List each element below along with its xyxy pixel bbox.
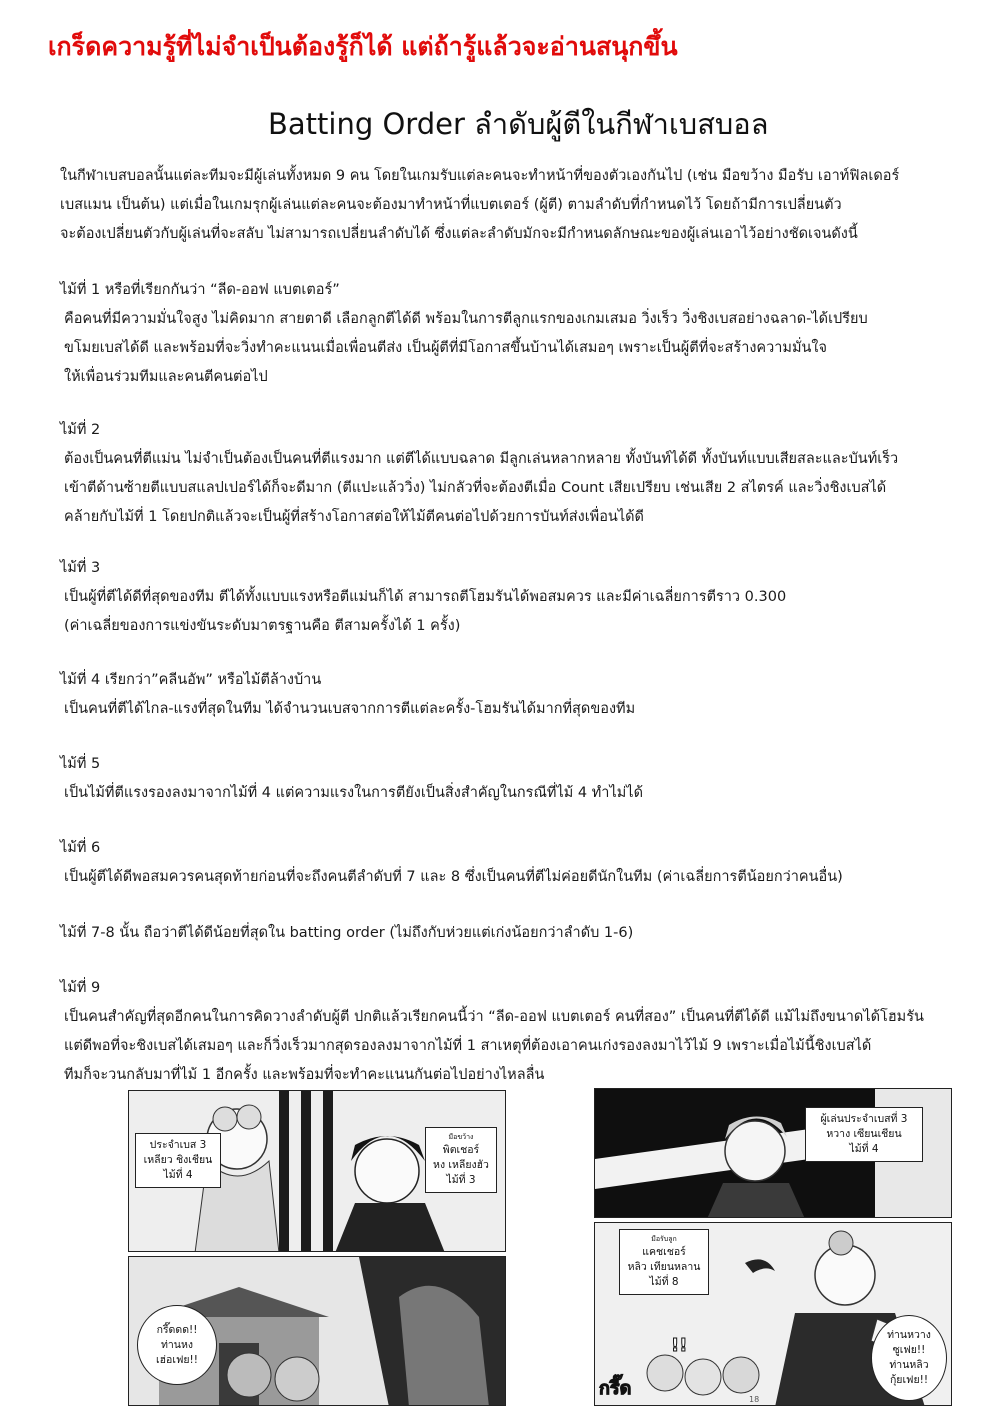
bubble-line: พิตเชอร์ xyxy=(442,1144,480,1156)
section-batter-1 xyxy=(60,276,960,392)
intro-line: เบสแมน เป็นต้น) แต่เมื่อในเกมรุกผู้เล่นแต่ละคนจะต้องมาทำหน้าที่แบตเตอร์ (ผู้ตี) ตามลำดับที่กำหนดไว้ โดยถ้ามีการเปลี่ยนตัว xyxy=(60,197,842,213)
bubble-line: ไม้ที่ 8 xyxy=(649,1276,679,1288)
section-line: แต่ดีพอที่จะชิงเบสได้เสมอๆ และก็วิ่งเร็วมากสุดรองลงมาจากไม้ที่ 1 สาเหตุที่ต้องเอาคนเก่งรองลงมาไว้ไม้ 9 เพราะเมื่อไม้นี้ชิงเบสได้ xyxy=(64,1038,872,1054)
speech-bubble xyxy=(135,1133,221,1188)
bubble-line: ท่านหวาง xyxy=(887,1329,931,1341)
section-line: ทีมก็จะวนกลับมาที่ไม้ 1 อีกครั้ง และพร้อมที่จะทำคะแนนกันต่อไปอย่างไหลลื่น xyxy=(64,1067,545,1083)
section-line: คล้ายกับไม้ที่ 1 โดยปกติแล้วจะเป็นผู้ที่สร้างโอกาสต่อให้ไม้ตีคนต่อไปด้วยการบันท์ส่งเพื่อนได้ดี xyxy=(64,509,644,525)
section-line: เข้าตีด้านซ้ายตีแบบสแลปเปอร์ได้ก็จะดีมาก (ตีแปะแล้ววิ่ง) ไม่กลัวที่จะต้องตีเมื่อ Count เสียเปรียบ เช่นเสีย 2 สไตรค์ และวิ่งชิงเบสได้ xyxy=(64,480,887,496)
bubble-line: ไม้ที่ 4 xyxy=(163,1169,193,1181)
banner-heading: เกร็ดความรู้ที่ไม่จำเป็นต้องรู้ก็ได้ แต่ถ้ารู้แล้วจะอ่านสนุกขึ้น xyxy=(48,32,678,61)
bubble-line: ผู้เล่นประจำเบสที่ 3 xyxy=(820,1113,908,1125)
bubble-line: ซูเฟย!! xyxy=(892,1344,926,1356)
manga-panel-middle xyxy=(594,1222,952,1406)
section-line: เป็นไม้ที่ตีแรงรองลงมาจากไม้ที่ 4 แต่ความแรงในการตียังเป็นสิ่งสำคัญในกรณีที่ไม้ 4 ทำไม่ได้ xyxy=(64,785,644,801)
speech-bubble xyxy=(425,1127,497,1193)
section-line: คือคนที่มีความมั่นใจสูง ไม่คิดมาก สายตาดี เลือกลูกตีได้ดี พร้อมในการตีลูกแรกของเกมเสมอ วิ่งเร็ว วิ่งชิงเบสอย่างฉลาด-ได้เปรียบ xyxy=(64,311,868,327)
section-batter-2 xyxy=(60,416,960,532)
bubble-line: หลิว เทียนหลาน xyxy=(627,1261,701,1273)
bubble-line: มือขว้าง xyxy=(448,1133,474,1141)
section-batter-4 xyxy=(60,666,960,724)
bubble-line: แคชเชอร์ xyxy=(642,1246,686,1258)
sound-effect: กรี๊ด xyxy=(599,1378,632,1399)
section-line: เป็นผู้ตีได้ดีพอสมควรคนสุดท้ายก่อนที่จะถึงคนตีลำดับที่ 7 และ 8 ซึ่งเป็นคนที่ตีไม่ค่อยดีนักในทีม (ค่าเฉลี่ยการตีน้อยกว่าคนอื่น) xyxy=(64,869,843,885)
section-batter-7-8 xyxy=(60,919,960,948)
section-heading: ไม้ที่ 2 xyxy=(60,422,101,438)
bubble-line: กรี๊ดดด!! xyxy=(156,1323,198,1336)
manga-page-right xyxy=(594,1088,952,1406)
section-batter-3 xyxy=(60,554,960,641)
sound-effect: !! xyxy=(671,1335,688,1356)
section-line: (ค่าเฉลี่ยของการแข่งขันระดับมาตรฐานคือ ตีสามครั้งได้ 1 ครั้ง) xyxy=(64,618,461,634)
bubble-line: ไม้ที่ 4 xyxy=(849,1143,879,1155)
section-line: เป็นคนสำคัญที่สุดอีกคนในการคิดวางลำดับผู้ตี ปกติแล้วเรียกคนนี้ว่า “ลีด-ออฟ แบตเตอร์ คนที่สอง” เป็นคนที่ตีได้ดี แม้ไม่ถึงขนาดได้โฮมรัน xyxy=(64,1009,924,1025)
section-heading: ไม้ที่ 5 xyxy=(60,756,101,772)
section-batter-6 xyxy=(60,834,960,892)
section-line: ให้เพื่อนร่วมทีมและคนตีคนต่อไป xyxy=(64,369,268,385)
intro-line: ในกีฬาเบสบอลนั้นแต่ละทีมจะมีผู้เล่นทั้งหมด 9 คน โดยในเกมรับแต่ละคนจะทำหน้าที่ของตัวเองกันไป (เช่น มือขว้าง มือรับ เอาท์ฟิลเดอร์ xyxy=(60,168,900,184)
section-heading: ไม้ที่ 6 xyxy=(60,840,101,856)
manga-panel-top xyxy=(594,1088,952,1218)
section-heading: ไม้ที่ 1 หรือที่เรียกกันว่า “ลีด-ออฟ แบตเตอร์” xyxy=(60,282,340,298)
intro-paragraph xyxy=(60,162,960,249)
bubble-line: เหลียว ชิงเชียน xyxy=(143,1154,213,1166)
page-title: Batting Order ลำดับผู้ตีในกีฬาเบสบอล xyxy=(268,107,769,141)
section-batter-5 xyxy=(60,750,960,808)
speech-bubble xyxy=(871,1315,947,1401)
bubble-line: ไม้ที่ 3 xyxy=(446,1174,476,1186)
section-line: เป็นผู้ที่ตีได้ดีที่สุดของทีม ตีได้ทั้งแบบแรงหรือตีแม่นก็ได้ สามารถตีโฮมรันได้พอสมควร และมีค่าเฉลี่ยการตีราว 0.300 xyxy=(64,589,787,605)
section-line: ขโมยเบสได้ดี และพร้อมที่จะวิ่งทำคะแนนเมื่อเพื่อนตีส่ง เป็นผู้ตีที่มีโอกาสขึ้นบ้านได้เสมอๆ เพราะเป็นผู้ตีที่จะสร้างความมั่นใจ xyxy=(64,340,828,356)
section-heading: ไม้ที่ 3 xyxy=(60,560,101,576)
bubble-line: เฮ่อเฟย!! xyxy=(156,1353,198,1366)
manga-panel-bottom xyxy=(128,1256,506,1406)
bubble-line: หวาง เซียนเชียน xyxy=(826,1128,902,1140)
section-batter-9 xyxy=(60,974,960,1090)
bubble-line: ท่านหง xyxy=(160,1338,194,1351)
section-line: เป็นคนที่ตีได้ไกล-แรงที่สุดในทีม ได้จำนวนเบสจากการตีแต่ละครั้ง-โฮมรันได้มากที่สุดของทีม xyxy=(64,701,636,717)
intro-line: จะต้องเปลี่ยนตัวกับผู้เล่นที่จะสลับ ไม่สามารถเปลี่ยนลำดับได้ ซึ่งแต่ละลำดับมักจะมีกำหนดลักษณะของผู้เล่นเอาไว้อย่างชัดเจนดังนี้ xyxy=(60,226,858,242)
section-line: ต้องเป็นคนที่ตีแม่น ไม่จำเป็นต้องเป็นคนที่ตีแรงมาก แต่ตีได้แบบฉลาด มีลูกเล่นหลากหลาย ทั้งบันท์ได้ดี ทั้งบันท์แบบเสียสละและบันท์เร็ว xyxy=(64,451,899,467)
speech-bubble xyxy=(137,1305,217,1385)
section-heading: ไม้ที่ 7-8 นั้น ถือว่าตีได้ดีน้อยที่สุดใน batting order (ไม่ถึงกับห่วยแต่เก่งน้อยกว่าลำดับ 1-6) xyxy=(60,925,634,941)
section-heading: ไม้ที่ 9 xyxy=(60,980,101,996)
speech-bubble xyxy=(805,1107,923,1162)
bubble-line: มือรับลูก xyxy=(651,1235,677,1243)
manga-page-number: 18 xyxy=(749,1395,760,1404)
speech-bubble xyxy=(619,1229,709,1295)
bubble-line: ประจำเบส 3 xyxy=(149,1139,207,1151)
bubble-line: กุ้ยเฟย!! xyxy=(889,1374,929,1386)
section-heading: ไม้ที่ 4 เรียกว่า”คลีนอัพ” หรือไม้ตีล้างบ้าน xyxy=(60,672,322,688)
manga-page-left xyxy=(128,1090,506,1406)
bubble-line: หง เหลียงฮัว xyxy=(433,1159,489,1171)
bubble-line: ท่านหลิว xyxy=(889,1359,929,1371)
manga-panel-top xyxy=(128,1090,506,1252)
